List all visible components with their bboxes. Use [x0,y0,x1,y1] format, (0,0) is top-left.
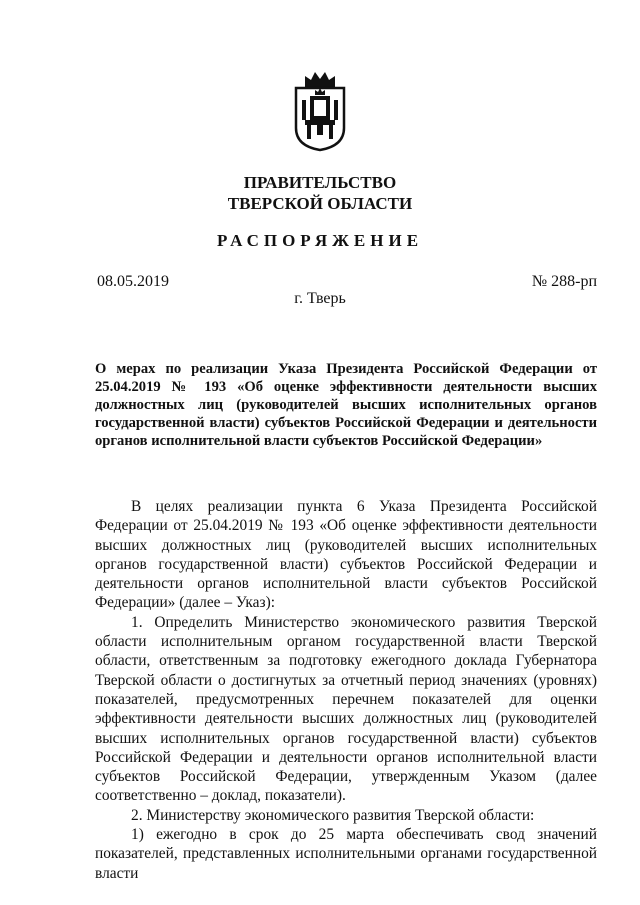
document-number: № 288-рп [531,273,597,290]
organization-name-line2: ТВЕРСКОЙ ОБЛАСТИ [227,194,413,213]
coat-of-arms-icon [291,70,349,152]
item-2-1-paragraph: 1) ежегодно в срок до 25 марта обеспечивать свод значений показателей, представленных исполнительными органами государственной власти [95,826,597,882]
document-body [95,497,597,883]
document-date: 08.05.2019 [97,273,169,290]
document-type: РАСПОРЯЖЕНИЕ [216,231,424,250]
document-city: г. Тверь [294,290,346,307]
organization-name-line1: ПРАВИТЕЛЬСТВО [243,173,397,192]
preamble-paragraph: В целях реализации пункта 6 Указа Президента Российской Федерации от 25.04.2019 № 193 «Об оценке эффективности деятельности высших должностных лиц (руководителей высших исполнительных органов государственной власти) субъектов Российской Федерации и деятельности органов исполнительной власти субъектов Российской Федерации» (далее – Указ): [95,498,597,612]
document-title: О мерах по реализации Указа Президента Российской Федерации от 25.04.2019 № 193 «Об оценке эффективности деятельности высших должностных лиц (руководителей высших исполнительных органов государственной власти) субъектов Российской Федерации и деятельности органов исполнительной власти субъектов Российской Федерации» [95,361,597,449]
item-1-paragraph: 1. Определить Министерство экономического развития Тверской области исполнительным органом государственной власти Тверской области, ответственным за подготовку ежегодного доклада Губернатора Тверской области о достигнутых за отчетный период значениях (уровнях) показателей, предусмотренных перечнем показателей для оценки эффективности деятельности высших должностных лиц (руководителей высших исполнительных органов государственной власти) субъектов Российской Федерации и деятельности органов исполнительной власти субъектов Российской Федерации, утвержденным Указом (далее соответственно – доклад, показатели). [95,613,597,805]
item-2-paragraph: 2. Министерству экономического развития Тверской области: [131,806,535,824]
